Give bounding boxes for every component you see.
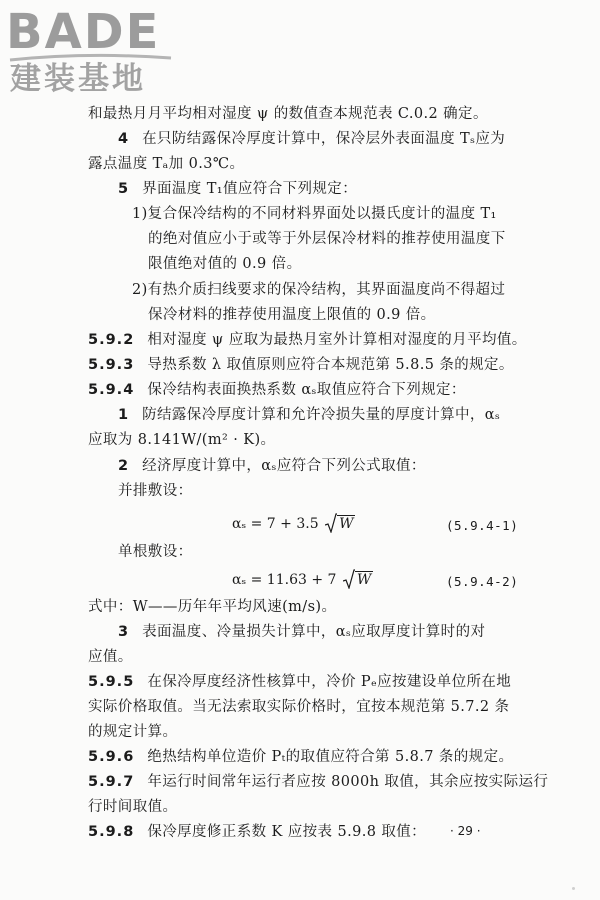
radicand: W <box>339 516 354 532</box>
watermark-brand: BADE <box>6 4 161 60</box>
text-line: 界面温度 T₁值应符合下列规定： <box>142 181 358 197</box>
item-2 <box>118 456 426 476</box>
text-line: 和最热月月平均相对湿度 ψ 的数值查本规范表 C.0.2 确定。 <box>88 106 488 122</box>
section-5-9-2 <box>88 330 527 350</box>
section-number: 5.9.3 <box>88 357 135 373</box>
section-number: 5.9.8 <box>88 824 135 840</box>
section-number: 5.9.6 <box>88 749 135 765</box>
text-line: 行时间取值。 <box>88 799 178 815</box>
section-5-9-8 <box>88 822 426 842</box>
text-line: 的绝对值应小于或等于外层保冷材料的推荐使用温度下 <box>148 231 506 247</box>
sqrt-symbol <box>343 572 373 588</box>
item-1 <box>118 405 500 425</box>
text-line: 应值。 <box>88 649 133 665</box>
text-line: 实际价格取值。当无法索取实际价格时，宜按本规范第 5.7.2 条 <box>88 699 510 715</box>
item-number: 5 <box>118 181 130 197</box>
watermark-subtitle: 建装基地 <box>10 61 146 97</box>
scan-speck <box>572 887 575 890</box>
section-number: 5.9.4 <box>88 382 135 398</box>
formula-expression: αₛ = 7 + 3.5 <box>232 516 319 532</box>
sqrt-symbol <box>325 516 355 532</box>
section-5-9-5 <box>88 672 511 692</box>
text-line: 的规定计算。 <box>88 724 178 740</box>
formula-5-9-4-1 <box>232 516 355 532</box>
section-5-9-4 <box>88 380 466 400</box>
text-line: 相对湿度 ψ 应取为最热月室外计算相对湿度的月平均值。 <box>147 332 527 348</box>
section-number: 5.9.2 <box>88 332 135 348</box>
section-5-9-3 <box>88 355 514 375</box>
text-line: 防结露保冷厚度计算和允许冷损失量的厚度计算中，αₛ <box>142 407 501 423</box>
text-line: 在只防结露保冷厚度计算中，保冷层外表面温度 Tₛ应为 <box>142 131 506 147</box>
text-line: 1)复合保冷结构的不同材料界面处以摄氏度计的温度 T₁ <box>132 206 497 222</box>
text-line: 保冷材料的推荐使用温度上限值的 0.9 倍。 <box>148 307 436 323</box>
item-3 <box>118 622 485 642</box>
section-5-9-6 <box>88 747 513 767</box>
page-number: · 29 · <box>450 824 481 838</box>
text-line: 保冷结构表面换热系数 αₛ取值应符合下列规定： <box>147 382 466 398</box>
text-line: 年运行时间常年运行者应按 8000h 取值，其余应按实际运行 <box>147 774 549 790</box>
text-line: 导热系数 λ 取值原则应符合本规范第 5.8.5 条的规定。 <box>147 357 514 373</box>
section-number: 5.9.7 <box>88 774 135 790</box>
item-4 <box>118 129 505 149</box>
text-line: 在保冷厚度经济性核算中，冷价 Pₑ应按建设单位所在地 <box>147 674 512 690</box>
text-line: 露点温度 Tₐ加 0.3℃。 <box>88 156 245 172</box>
text-line: 应取为 8.141W/(m² · K)。 <box>88 432 276 448</box>
formula-expression: αₛ = 11.63 + 7 <box>232 572 337 588</box>
item-number: 3 <box>118 624 130 640</box>
text-line: 2)有热介质扫线要求的保冷结构，其界面温度尚不得超过 <box>132 282 506 298</box>
item-number: 1 <box>118 407 130 423</box>
section-5-9-7 <box>88 772 548 792</box>
text-line: 保冷厚度修正系数 K 应按表 5.9.8 取值： <box>147 824 427 840</box>
text-line: 表面温度、冷量损失计算中，αₛ应取厚度计算时的对 <box>142 624 486 640</box>
radicand: W <box>356 572 372 588</box>
text-line: 经济厚度计算中，αₛ应符合下列公式取值： <box>142 458 426 474</box>
text-line: 式中：W——历年年平均风速(m/s)。 <box>88 599 337 615</box>
text-line: 单根敷设： <box>118 544 193 560</box>
formula-5-9-4-2 <box>232 572 373 588</box>
item-number: 2 <box>118 458 130 474</box>
text-line: 并排敷设： <box>118 483 193 499</box>
item-number: 4 <box>118 131 130 147</box>
equation-number: (5.9.4-2) <box>446 574 519 589</box>
text-line: 限值绝对值的 0.9 倍。 <box>148 256 302 272</box>
item-5 <box>118 179 357 199</box>
text-line: 绝热结构单位造价 Pₜ的取值应符合第 5.8.7 条的规定。 <box>147 749 514 765</box>
equation-number: (5.9.4-1) <box>446 518 519 533</box>
section-number: 5.9.5 <box>88 674 135 690</box>
